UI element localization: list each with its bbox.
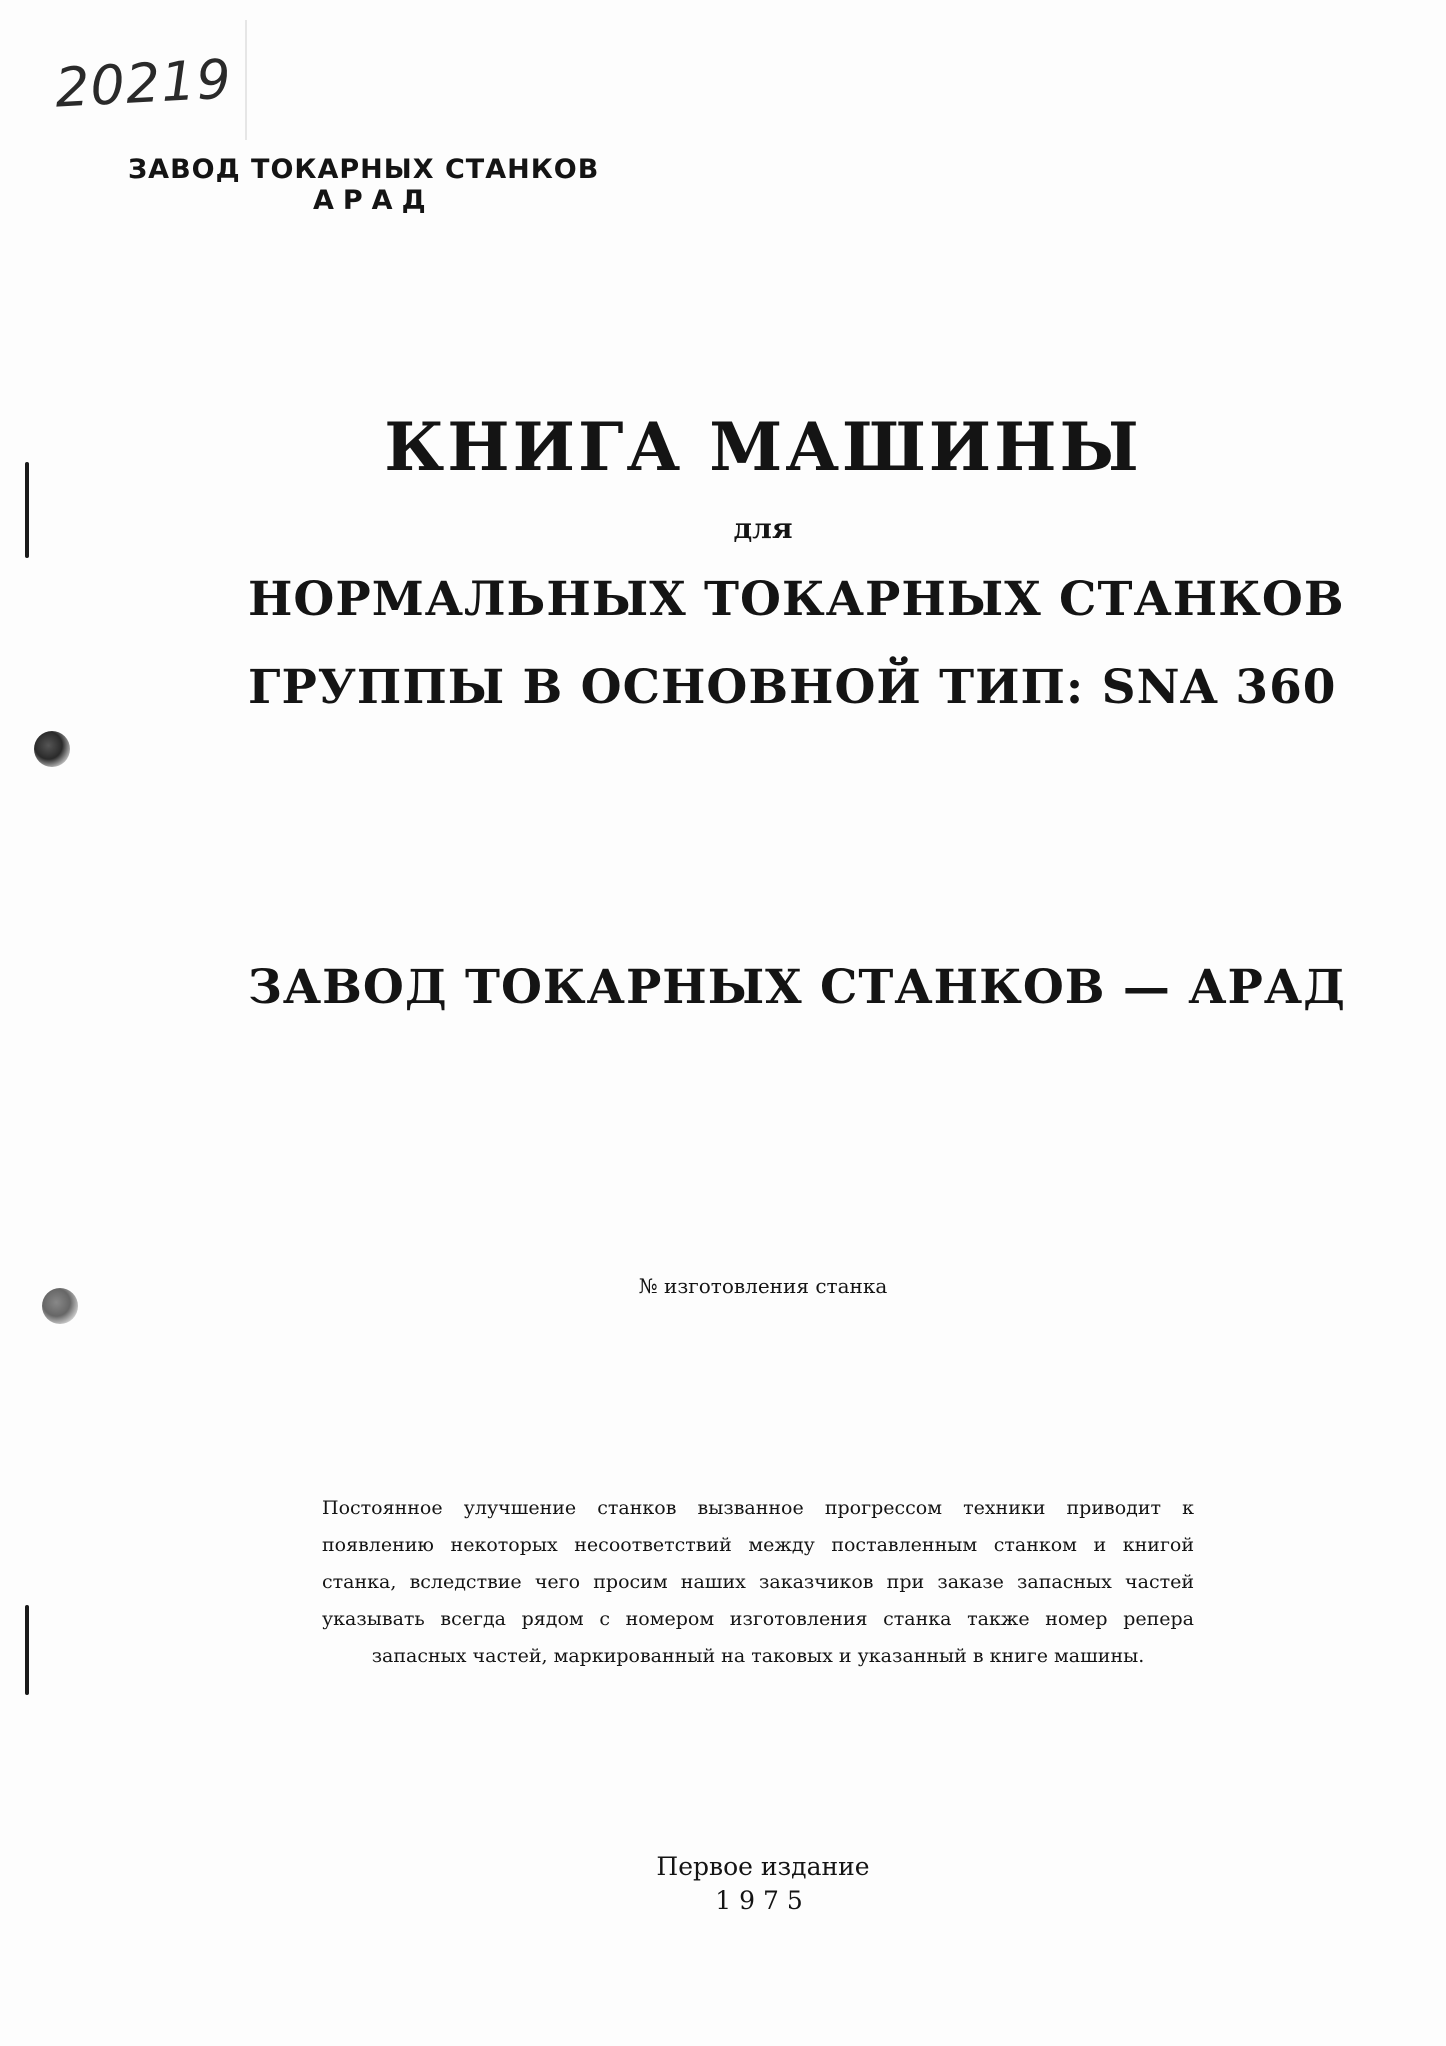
subtitle-line-1: НОРМАЛЬНЫХ ТОКАРНЫХ СТАНКОВ xyxy=(248,572,1345,627)
notice-paragraph: Постоянное улучшение станков вызванное прогрессом техники приводит к появлению некоторых несоответствий между поставленным станком и книгой станка, вследствие чего просим наших заказчиков при заказе запасных частей указывать всегда рядом с номером изготовления станка также номер репера запасных частей, маркированный на таковых и указанный в книге машины. xyxy=(322,1497,1194,1667)
edition-label: Первое издание xyxy=(656,1852,870,1881)
title-preposition: для xyxy=(733,512,793,545)
edition-year: 1975 xyxy=(715,1886,811,1915)
binder-mark xyxy=(25,1605,29,1695)
header-city: АРАД xyxy=(313,185,435,216)
header-factory-name: ЗАВОД ТОКАРНЫХ СТАНКОВ xyxy=(128,154,600,185)
subtitle-line-2: ГРУППЫ В ОСНОВНОЙ ТИП: SNA 360 xyxy=(248,660,1337,715)
edition-block xyxy=(0,1850,1446,1918)
handwritten-inventory-number: 20219 xyxy=(53,47,234,120)
paper-edge-line xyxy=(245,20,247,140)
document-title: КНИГА МАШИНЫ xyxy=(384,408,1142,486)
factory-name: ЗАВОД ТОКАРНЫХ СТАНКОВ — АРАД xyxy=(248,960,1346,1015)
binder-mark xyxy=(25,462,29,558)
publisher-header xyxy=(128,154,608,216)
punch-hole xyxy=(42,1288,78,1324)
serial-number-label: № изготовления станка xyxy=(638,1274,888,1298)
punch-hole xyxy=(34,731,70,767)
